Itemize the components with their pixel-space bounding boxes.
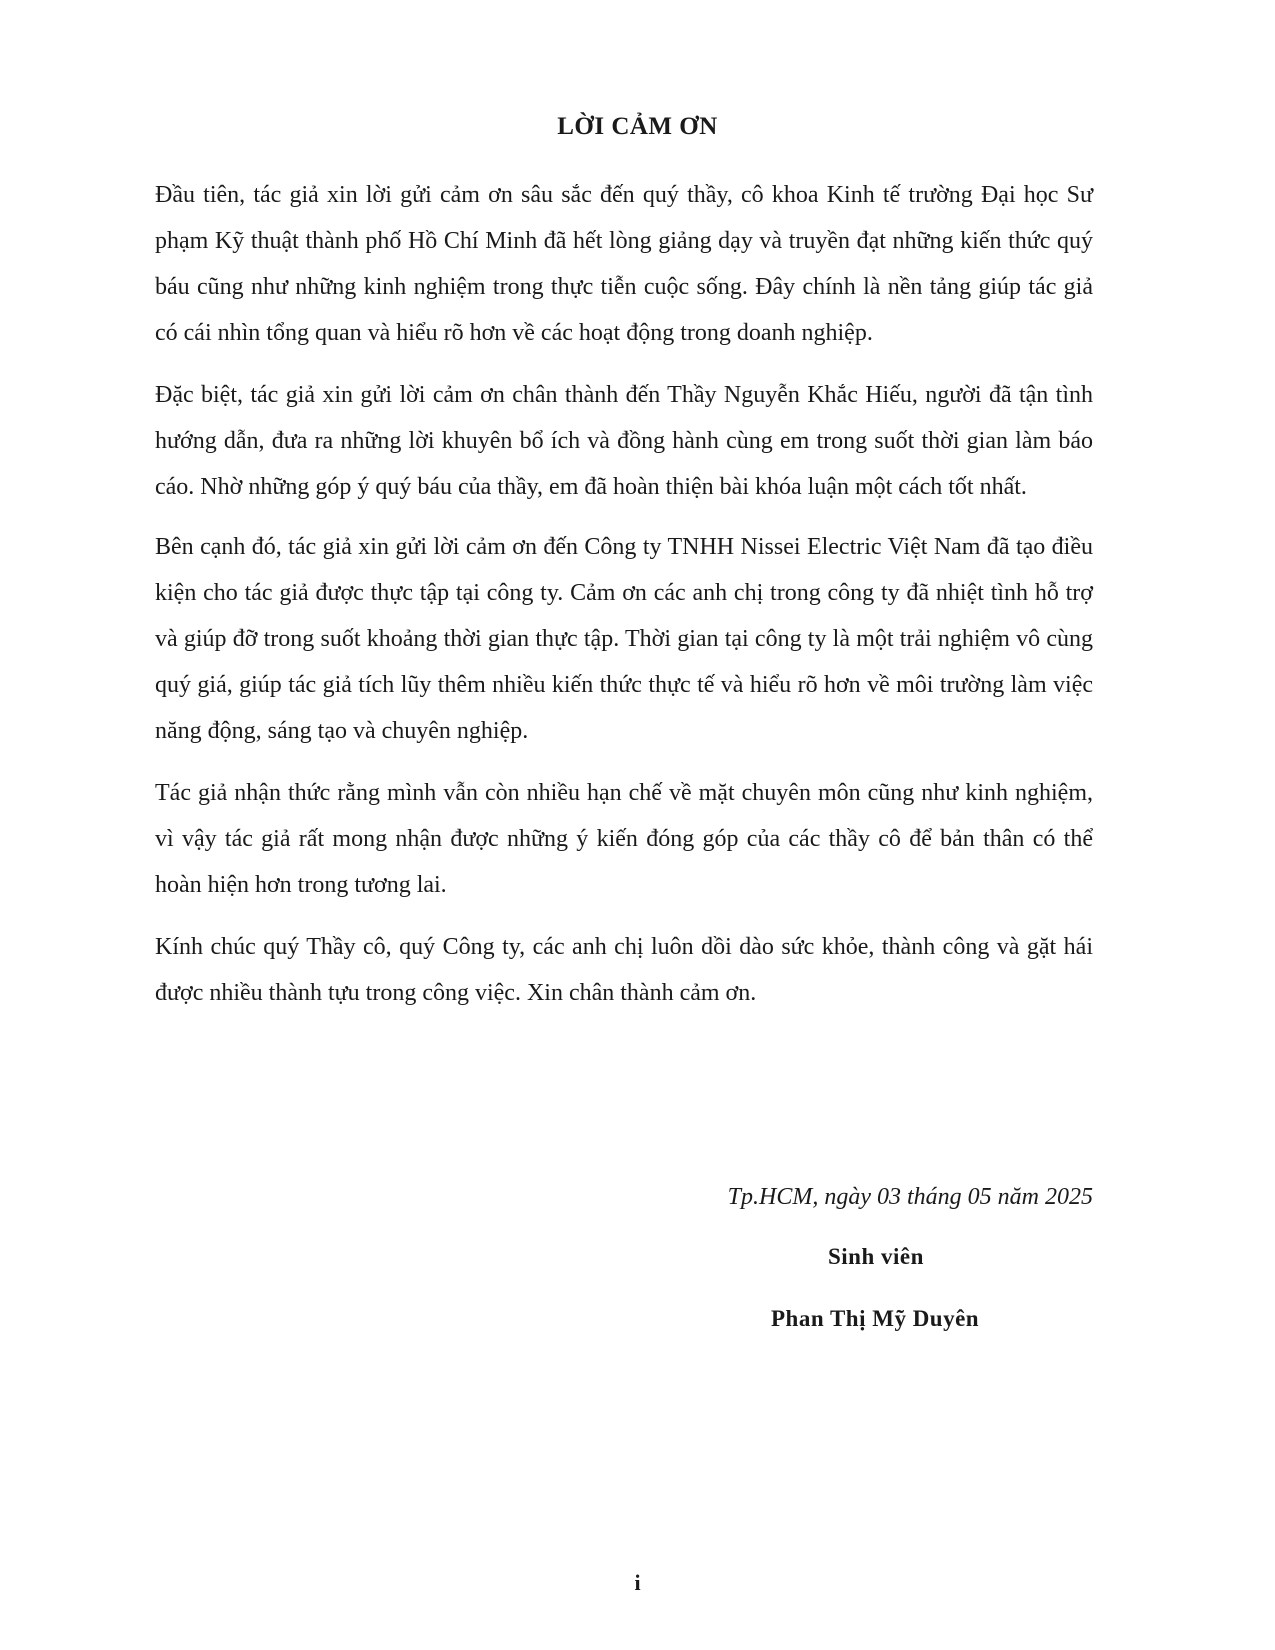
paragraph-4: Tác giả nhận thức rằng mình vẫn còn nhiều hạn chế về mặt chuyên môn cũng như kinh nghiệm, vì vậy tác giả rất mong nhận được những ý kiến đóng góp của các thầy cô để bản thân có thể hoàn hiện hơn trong tương lai.: [155, 780, 1093, 898]
paragraph-5: Kính chúc quý Thầy cô, quý Công ty, các anh chị luôn dồi dào sức khỏe, thành công và gặt hái được nhiều thành tựu trong công việc. Xin chân thành cảm ơn.: [155, 934, 1093, 1006]
signature-block: [660, 1182, 1093, 1331]
page-number: i: [634, 1570, 641, 1595]
signature-name: Phan Thị Mỹ Duyên: [771, 1306, 980, 1331]
page-title: LỜI CẢM ƠN: [557, 113, 718, 140]
acknowledgement-body: [155, 172, 1093, 1032]
paragraph-2: Đặc biệt, tác giả xin gửi lời cảm ơn chân thành đến Thầy Nguyễn Khắc Hiếu, người đã tận tình hướng dẫn, đưa ra những lời khuyên bổ ích và đồng hành cùng em trong suốt thời gian làm báo cáo. Nhờ những góp ý quý báu của thầy, em đã hoàn thiện bài khóa luận một cách tốt nhất.: [155, 382, 1093, 500]
signature-role: Sinh viên: [828, 1244, 924, 1269]
signature-date: Tp.HCM, ngày 03 tháng 05 năm 2025: [727, 1184, 1093, 1210]
paragraph-1: Đầu tiên, tác giả xin lời gửi cảm ơn sâu sắc đến quý thầy, cô khoa Kinh tế trường Đại học Sư phạm Kỹ thuật thành phố Hồ Chí Minh đã hết lòng giảng dạy và truyền đạt những kiến thức quý báu cũng như những kinh nghiệm trong thực tiễn cuộc sống. Đây chính là nền tảng giúp tác giả có cái nhìn tổng quan và hiểu rõ hơn về các hoạt động trong doanh nghiệp.: [155, 182, 1093, 346]
paragraph-3: Bên cạnh đó, tác giả xin gửi lời cảm ơn đến Công ty TNHH Nissei Electric Việt Nam đã tạo điều kiện cho tác giả được thực tập tại công ty. Cảm ơn các anh chị trong công ty đã nhiệt tình hỗ trợ và giúp đỡ trong suốt khoảng thời gian thực tập. Thời gian tại công ty là một trải nghiệm vô cùng quý giá, giúp tác giả tích lũy thêm nhiều kiến thức thực tế và hiểu rõ hơn về môi trường làm việc năng động, sáng tạo và chuyên nghiệp.: [155, 534, 1093, 744]
